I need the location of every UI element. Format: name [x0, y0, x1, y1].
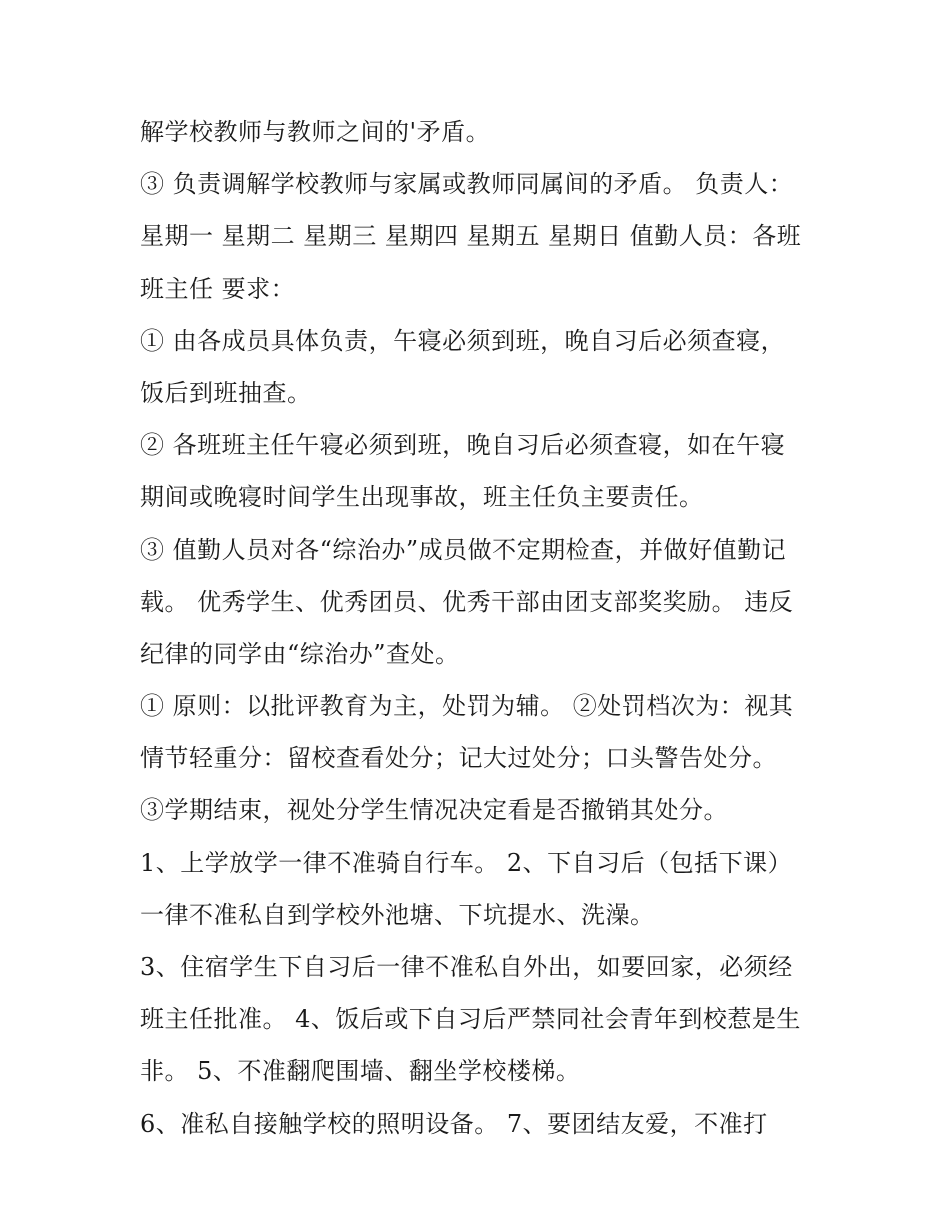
text-line: ① 原则：以批评教育为主，处罚为辅。 ②处罚档次为：视其 [140, 692, 794, 721]
text-line: 情节轻重分：留校查看处分；记大过处分；口头警告处分。 [140, 744, 777, 773]
text-line: ① 由各成员具体负责，午寝必须到班，晚自习后必须查寝， [140, 326, 786, 355]
text-line: 非。 5、不准翻爬围墙、翻坐学校楼梯。 [140, 1057, 581, 1086]
text-line: ③ 负责调解学校教师与家属或教师同属间的矛盾。 负责人： [140, 170, 794, 199]
body-text [140, 106, 820, 1150]
text-line: 班主任 要求： [140, 274, 296, 303]
text-line: 载。 优秀学生、优秀团员、优秀干部由团支部奖奖励。 违反 [140, 587, 794, 616]
text-line: ② 各班班主任午寝必须到班，晚自习后必须查寝，如在午寝 [140, 431, 786, 460]
text-line: 解学校教师与教师之间的'矛盾。 [140, 118, 491, 146]
text-line: 1、上学放学一律不准骑自行车。 2、下自习后（包括下课） [140, 848, 793, 877]
text-line: ③学期结束，视处分学生情况决定看是否撤销其处分。 [140, 796, 728, 825]
text-line: 纪律的同学由“综治办”查处。 [140, 639, 460, 668]
text-line: 班主任批准。 4、饭后或下自习后严禁同社会青年到校惹是生 [140, 1005, 801, 1034]
text-line: 期间或晚寝时间学生出现事故，班主任负主要责任。 [140, 483, 704, 512]
text-line: 6、准私自接触学校的照明设备。 7、要团结友爱，不准打 [140, 1109, 768, 1138]
text-line: 饭后到班抽查。 [140, 378, 312, 407]
text-line: 3、住宿学生下自习后一律不准私自外出，如要回家，必须经 [140, 953, 793, 981]
text-line: 一律不准私自到学校外池塘、下坑提水、洗澡。 [140, 900, 655, 929]
text-line: ③ 值勤人员对各“综治办”成员做不定期检查，并做好值勤记 [140, 535, 787, 564]
text-line: 星期一 星期二 星期三 星期四 星期五 星期日 值勤人员：各班 [140, 222, 802, 251]
